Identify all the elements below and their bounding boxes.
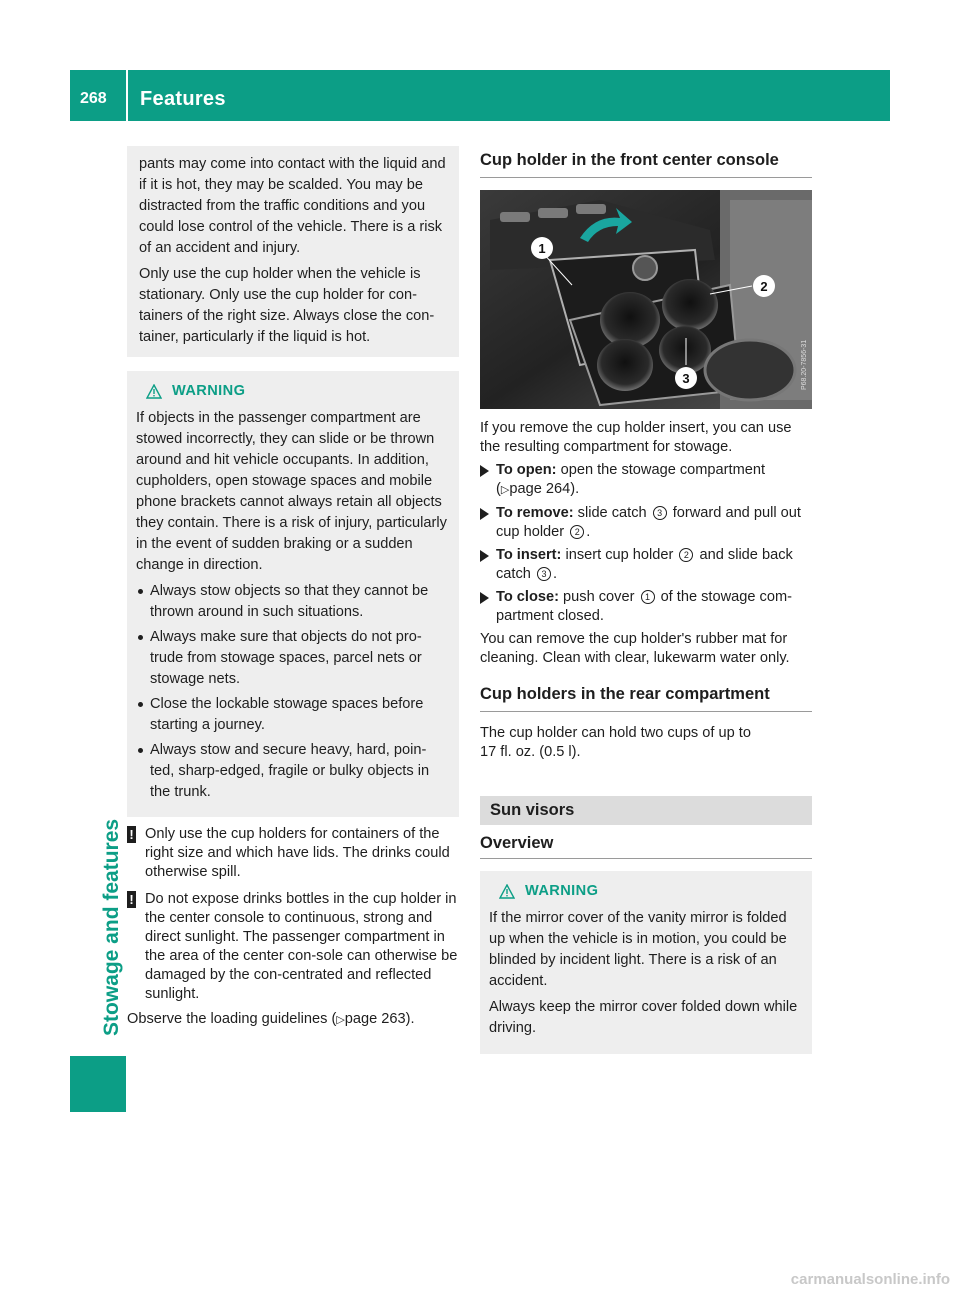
section-title: Cup holder in the front center console (480, 150, 812, 178)
step-arrow-icon (480, 465, 489, 477)
overview-title: Overview (480, 833, 812, 859)
list-item (136, 694, 449, 736)
page-number: 268 (80, 90, 107, 107)
step-text: open the stowage compartment ( (496, 462, 766, 497)
step-arrow-icon (480, 550, 489, 562)
warning-label: WARNING (525, 883, 599, 899)
intro-text: If you remove the cup holder insert, you can use the resulting compartment for stowage. (480, 420, 792, 455)
rear-cup-holder-text: The cup holder can hold two cups of up to (480, 725, 751, 741)
warning-label: WARNING (172, 383, 246, 399)
loading-prefix: Observe the loading guidelines ( (127, 1011, 337, 1027)
page-title: Features (140, 88, 226, 110)
bullet-text: Always make sure that objects do not pro-trude from stowage spaces, parcel nets or stowage nets. (150, 629, 422, 687)
note-item (127, 890, 459, 1004)
step-text: slide catch (577, 505, 647, 521)
watermark: carmanualsonline.info (790, 1271, 950, 1288)
warning-triangle-icon (499, 884, 515, 899)
step-text: forward and pull out cup holder (496, 505, 801, 540)
bullet-text: Close the lockable stowage spaces before starting a journey. (150, 696, 424, 733)
step-label: To remove: (496, 505, 574, 521)
warning-box (127, 371, 459, 817)
step-label: To close: (496, 589, 559, 605)
list-item (136, 627, 449, 690)
exclamation-icon: ! (127, 826, 136, 843)
step-text: push cover (563, 589, 635, 605)
mat-cleaning-text: You can remove the cup holder's rubber mat for cleaning. Clean with clear, lukewarm water only. (480, 631, 790, 666)
step-insert (480, 546, 812, 584)
loading-guidelines-text (127, 1010, 459, 1030)
step-text: and slide back catch (496, 547, 793, 582)
warning-text: If the mirror cover of the vanity mirror is folded up when the vehicle is in motion, you could be blinded by incident light. There is a risk of an accident. (489, 910, 787, 989)
callout-3: 3 (682, 371, 690, 386)
list-item (136, 740, 449, 803)
callout-ref-2: 2 (570, 525, 584, 539)
sun-visors-band: Sun visors (480, 796, 812, 825)
step-open (480, 461, 812, 500)
exclamation-icon: ! (127, 891, 136, 908)
page-ref-arrow-icon: ▷ (500, 484, 510, 496)
step-remove (480, 504, 812, 542)
step-text: . (586, 524, 591, 540)
warning-continuation-box (127, 146, 459, 357)
step-label: To open: (496, 462, 557, 478)
header-divider (126, 70, 128, 121)
page-ref-arrow-icon: ▷ (336, 1014, 345, 1026)
callout-1: 1 (538, 241, 546, 256)
continuation-paragraph: Only use the cup holder when the vehicle is stationary. Only use the cup holder for con-tainers of the right size. Always close the con-tainer, particularly if the liquid is hot. (139, 266, 435, 345)
page-reference-link[interactable]: page 263 (344, 1011, 406, 1027)
step-text: of the stowage com-partment closed. (496, 589, 792, 624)
step-text: ). (570, 481, 580, 497)
list-item (136, 581, 449, 623)
note-text: Do not expose drinks bottles in the cup holder in the center console to continuous, strong and direct sunlight. The passenger compartment in the area of the center con-sole can otherwise be damaged by the con-centrated and reflected sunlight. (145, 891, 458, 1002)
callout-2: 2 (760, 279, 768, 294)
left-column (127, 146, 459, 1030)
warning-text: If objects in the passenger compartment are stowed incorrectly, they can slide or be thrown around and hit vehicle occupants. In addition, cupholders, open stowage spaces and mobile phone brackets cannot always retain all objects they contain. There is a risk of injury, particularly in the event of sudden braking or a sudden change in direction. (136, 410, 447, 573)
continuation-paragraph: pants may come into contact with the liquid and if it is hot, they may be scalded. You may be distracted from the traffic conditions and you could lose control of the vehicle. There is a risk of an accident and injury. (139, 156, 446, 256)
warning-text: Always keep the mirror cover folded down while driving. (489, 999, 798, 1036)
bullet-text: Always stow and secure heavy, hard, poin-ted, sharp-edged, fragile or bulky objects in the trunk. (150, 742, 430, 800)
cup-holder-photo (480, 190, 812, 409)
section-title: Cup holders in the rear compartment (480, 684, 812, 712)
note-text: Only use the cup holders for containers of the right size and which have lids. The drinks could otherwise spill. (145, 826, 450, 880)
warning-box (480, 871, 812, 1054)
step-text: . (552, 566, 558, 582)
callout-ref-3: 3 (537, 567, 551, 581)
callout-ref-1: 1 (641, 590, 655, 604)
step-arrow-icon (480, 508, 489, 520)
warning-triangle-icon (146, 384, 162, 399)
bullet-text: Always stow objects so that they cannot be thrown around in such situations. (150, 583, 429, 620)
warning-bullet-list (136, 581, 449, 803)
image-code: P68.20-7856-31 (801, 339, 808, 390)
step-arrow-icon (480, 592, 489, 604)
callout-ref-3: 3 (653, 506, 667, 520)
right-column (480, 150, 812, 1054)
warning-heading (489, 881, 802, 902)
side-tab-block (70, 1056, 126, 1112)
page-reference-link[interactable]: page 264 (509, 481, 571, 497)
side-tab-label: Stowage and features (100, 818, 123, 1036)
step-text: insert cup holder (565, 547, 674, 563)
loading-suffix: ). (405, 1011, 415, 1027)
step-close (480, 588, 812, 626)
note-item (127, 825, 459, 882)
warning-heading (136, 381, 449, 402)
callout-ref-2: 2 (679, 548, 693, 562)
step-label: To insert: (496, 547, 562, 563)
rear-cup-holder-capacity: 17 fl. oz. (0.5 l). (480, 744, 581, 760)
